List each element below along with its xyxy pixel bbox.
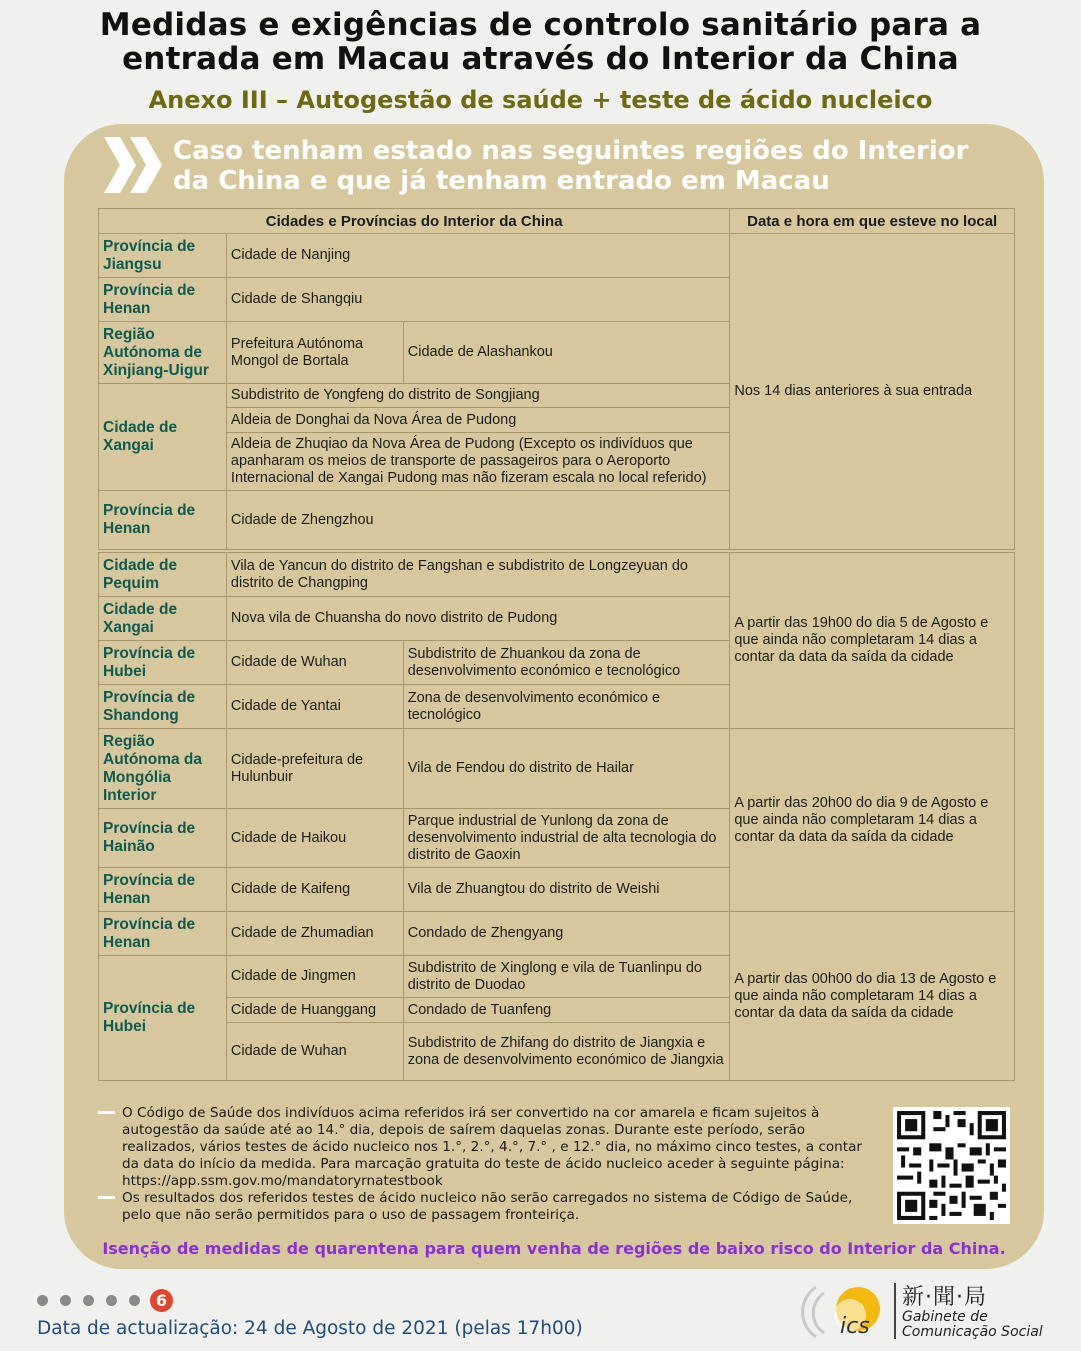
- region-cell: Cidade de Pequim: [99, 553, 227, 597]
- region-cell: Província de Hainão: [99, 809, 227, 868]
- region-cell: Cidade de Xangai: [99, 384, 227, 491]
- area-cell: Vila de Fendou do distrito de Hailar: [403, 729, 730, 809]
- title-line-2: entrada em Macau através do Interior da China: [122, 41, 959, 77]
- exemption-note: Isenção de medidas de quarentena para quem venha de regiões de baixo risco do Interior da China.: [102, 1239, 1006, 1258]
- update-date: Data de actualização: 24 de Agosto de 2021 (pelas 17h00): [37, 1318, 583, 1339]
- area-cell: Aldeia de Zhuqiao da Nova Área de Pudong (Excepto os indivíduos que apanharam os meios de transporte de passageiros para o Aeroporto Internacional de Xangai Pudong mas não fizeram escala no local referido): [226, 433, 729, 491]
- city-cell: Cidade de Wuhan: [226, 1023, 403, 1081]
- region-cell: Província de Shandong: [99, 685, 227, 729]
- city-cell: Cidade de Shangqiu: [226, 278, 729, 322]
- table-row: [99, 234, 1015, 278]
- city-cell: Prefeitura Autónoma Mongol de Bortala: [226, 322, 403, 384]
- table-row: [99, 553, 1015, 597]
- area-cell: Subdistrito de Yongfeng do distrito de Songjiang: [226, 384, 729, 408]
- logo-line-2: Comunicação Social: [902, 1324, 1043, 1340]
- date-cell: A partir das 00h00 do dia 13 de Agosto e que ainda não completaram 14 dias a contar da data da saída da cidade: [730, 912, 1015, 1081]
- city-cell: Nova vila de Chuansha do novo distrito de Pudong: [226, 597, 729, 641]
- region-cell: Província de Jiangsu: [99, 234, 227, 278]
- date-cell: Nos 14 dias anteriores à sua entrada: [730, 234, 1015, 550]
- area-cell: Parque industrial de Yunlong da zona de desenvolvimento industrial de alta tecnologia do distrito de Gaoxin: [403, 809, 730, 868]
- heading-line-1: Caso tenham estado nas seguintes regiões do Interior: [173, 136, 969, 166]
- heading-line-2: da China e que já tenham entrado em Macau: [173, 166, 830, 196]
- column-header-regions: Cidades e Províncias do Interior da China: [99, 209, 730, 234]
- city-cell: Cidade de Nanjing: [226, 234, 729, 278]
- city-cell: Cidade de Yantai: [226, 685, 403, 729]
- region-cell: Província de Henan: [99, 278, 227, 322]
- logo-chinese-name: 新·聞·局: [902, 1285, 987, 1310]
- table-header-row: [99, 209, 1015, 234]
- logo-portuguese-name: [902, 1310, 1043, 1340]
- page-title: [0, 8, 1081, 76]
- dash-bullet-icon: [98, 1196, 115, 1199]
- area-cell: Subdistrito de Zhuankou da zona de desenvolvimento económico e tecnológico: [403, 641, 730, 685]
- title-line-1: Medidas e exigências de controlo sanitário para a: [99, 7, 982, 43]
- page-dot[interactable]: [129, 1295, 140, 1306]
- qr-code-icon[interactable]: [893, 1107, 1010, 1224]
- table-row: [99, 729, 1015, 809]
- double-chevron-icon: [104, 137, 164, 193]
- note-text: O Código de Saúde dos indivíduos acima referidos irá ser convertido na cor amarela e ficam sujeitos à autogestão da saúde até ao 14.° dia, depois de saírem daquelas zonas. Durante este período, serão realizados, vários testes de ácido nucleico nos 1.°, 2.°, 4.°, 7.° , e 12.° dia, no máximo cinco testes, a contar da data do início da medida. Para marcação gratuita do teste de ácido nucleico aceder à seguinte página: https://app.ssm.gov.mo/mandatoryrnatestbook: [122, 1105, 862, 1189]
- table-row: [99, 912, 1015, 956]
- city-cell: Vila de Yancun do distrito de Fangshan e subdistrito de Longzeyuan do distrito de Changping: [226, 553, 729, 597]
- area-cell: Aldeia de Donghai da Nova Área de Pudong: [226, 408, 729, 433]
- note-item: [98, 1105, 878, 1190]
- regions-table-continued: [98, 552, 1015, 1081]
- note-text: Os resultados dos referidos testes de ácido nucleico não serão carregados no sistema de Código de Saúde, pelo que não serão permitidos para o uso de passagem fronteiriça.: [122, 1190, 853, 1223]
- page-dot[interactable]: [37, 1295, 48, 1306]
- note-item: [98, 1190, 878, 1224]
- city-cell: Cidade de Wuhan: [226, 641, 403, 685]
- city-cell: Cidade de Huanggang: [226, 998, 403, 1023]
- svg-text:ics: ics: [840, 1314, 870, 1339]
- panel-heading: [173, 136, 1033, 196]
- region-cell: Província de Hubei: [99, 641, 227, 685]
- page-dot[interactable]: [83, 1295, 94, 1306]
- city-cell: Cidade de Zhengzhou: [226, 491, 729, 550]
- date-cell: A partir das 20h00 do dia 9 de Agosto e que ainda não completaram 14 dias a contar da data da saída da cidade: [730, 729, 1015, 912]
- region-cell: Província de Henan: [99, 868, 227, 912]
- page-dot[interactable]: [60, 1295, 71, 1306]
- page-subtitle: Anexo III – Autogestão de saúde + teste de ácido nucleico: [148, 86, 933, 114]
- city-cell: Cidade de Haikou: [226, 809, 403, 868]
- region-cell: Província de Hubei: [99, 956, 227, 1081]
- area-cell: Condado de Zhengyang: [403, 912, 730, 956]
- city-cell: Cidade de Kaifeng: [226, 868, 403, 912]
- region-cell: Cidade de Xangai: [99, 597, 227, 641]
- area-cell: Cidade de Alashankou: [403, 322, 730, 384]
- date-cell: A partir das 19h00 do dia 5 de Agosto e que ainda não completaram 14 dias a contar da data da saída da cidade: [730, 553, 1015, 729]
- area-cell: Zona de desenvolvimento económico e tecnológico: [403, 685, 730, 729]
- current-page-badge[interactable]: 6: [150, 1289, 173, 1312]
- region-cell: Região Autónoma da Mongólia Interior: [99, 729, 227, 809]
- notes-list: [98, 1105, 878, 1224]
- column-header-date: Data e hora em que esteve no local: [730, 209, 1015, 234]
- area-cell: Condado de Tuanfeng: [403, 998, 730, 1023]
- city-cell: Cidade-prefeitura de Hulunbuir: [226, 729, 403, 809]
- area-cell: Vila de Zhuangtou do distrito de Weishi: [403, 868, 730, 912]
- city-cell: Cidade de Jingmen: [226, 956, 403, 998]
- dash-bullet-icon: [98, 1111, 115, 1114]
- regions-table: [98, 208, 1015, 551]
- area-cell: Subdistrito de Xinglong e vila de Tuanlinpu do distrito de Duodao: [403, 956, 730, 998]
- region-cell: Região Autónoma de Xinjiang-Uigur: [99, 322, 227, 384]
- region-cell: Província de Henan: [99, 912, 227, 956]
- logo-line-1: Gabinete de: [902, 1309, 988, 1325]
- city-cell: Cidade de Zhumadian: [226, 912, 403, 956]
- area-cell: Subdistrito de Zhifang do distrito de Jiangxia e zona de desenvolvimento económico de Jiangxia: [403, 1023, 730, 1081]
- page-dot[interactable]: [106, 1295, 117, 1306]
- region-cell: Província de Henan: [99, 491, 227, 550]
